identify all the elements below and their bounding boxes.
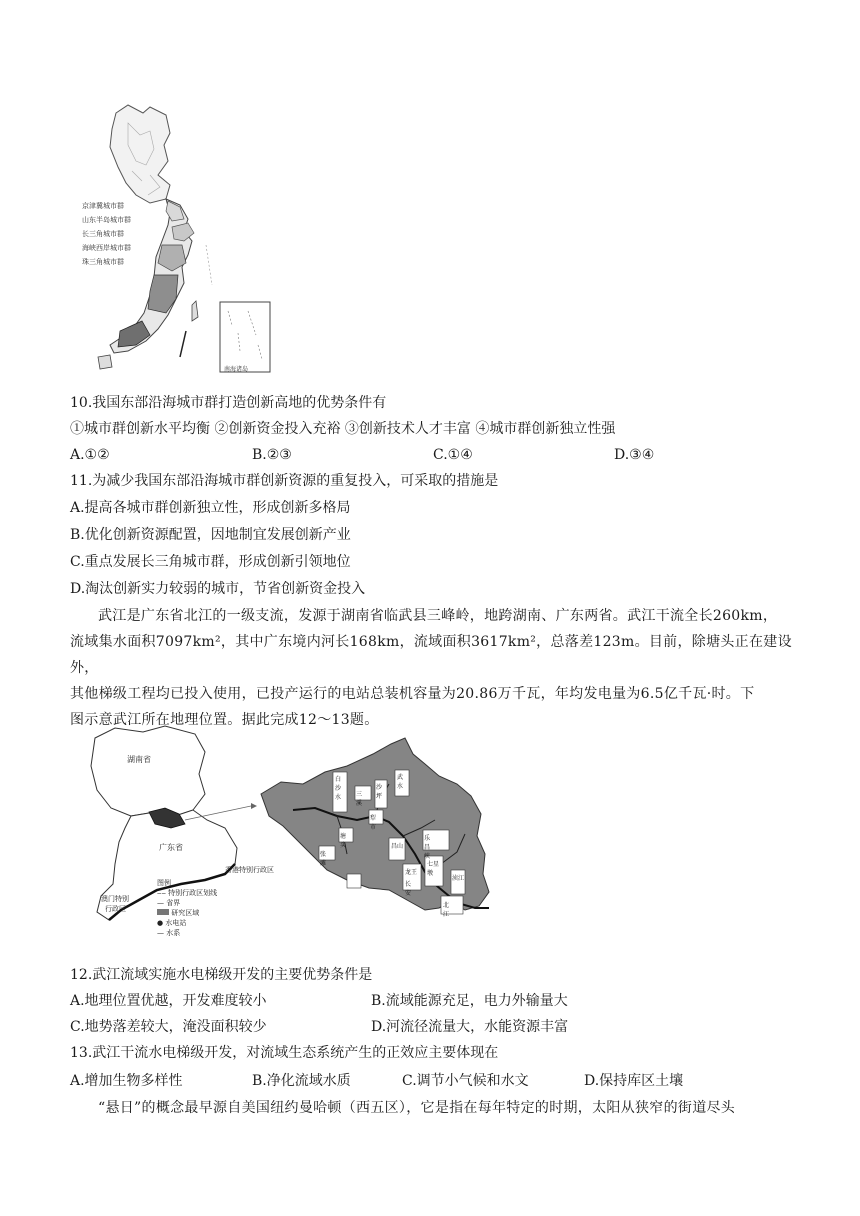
q11-option-d[interactable]: D.淘汰创新实力较弱的城市，节省创新资金投入 [70, 581, 366, 597]
map2-legend [157, 878, 217, 938]
legend-item: 京津冀城市群 [82, 202, 124, 210]
q13-option-c[interactable]: C.调节小气候和水文 [402, 1073, 529, 1089]
passage-line: 武江是广东省北江的一级支流，发源于湖南省临武县三峰岭，地跨湖南、广东两省。武江干流全长260km， [98, 608, 778, 624]
q12-option-a[interactable]: A.地理位置优越，开发难度较小 [70, 993, 267, 1009]
q13-option-d[interactable]: D.保持库区土壤 [584, 1073, 684, 1089]
station-label: 昌山 [391, 843, 404, 850]
label-hongkong: 香港特别行政区 [225, 866, 274, 874]
legend-title: 图例 [157, 879, 171, 887]
legend-item: — 省界 [157, 899, 181, 907]
q10-option-b[interactable]: B.②③ [252, 447, 292, 463]
station-label: 武水 [397, 774, 404, 790]
q11-option-c[interactable]: C.重点发展长三角城市群，形成创新引领地位 [70, 554, 351, 570]
station-label: 七星墩 [427, 861, 440, 877]
station-label: 白沙水 [335, 776, 342, 801]
label-hunan: 湖南省 [127, 755, 151, 764]
q12-option-c[interactable]: C.地势落差较大，淹没面积较少 [70, 1019, 267, 1035]
station-label: 犁市 [370, 815, 377, 831]
q10-stem: 10.我国东部沿海城市群打造创新高地的优势条件有 [70, 395, 387, 411]
passage [70, 603, 794, 733]
q13-stem: 13.武江干流水电梯级开发，对流域生态系统产生的正效应主要体现在 [70, 1045, 499, 1061]
legend-item: 珠三角城市群 [82, 258, 124, 266]
legend-item: ● 水电站 [157, 919, 187, 927]
q10-items: ①城市群创新水平均衡 ②创新资金投入充裕 ③创新技术人才丰富 ④城市群创新独立性强 [70, 421, 616, 437]
legend-item-label: 水系 [166, 929, 181, 937]
legend-item: 山东半岛城市群 [82, 216, 131, 224]
station-label: 三溪 [356, 791, 363, 807]
station-label: 塘头 [340, 833, 347, 849]
q12-option-d[interactable]: D.河流径流量大，水能资源丰富 [371, 1019, 569, 1035]
wujiang-map [85, 724, 505, 954]
passage-line: 图示意武江所在地理位置。据此完成12～13题。 [70, 712, 379, 728]
q10-option-d[interactable]: D.③④ [614, 447, 655, 463]
q11-stem: 11.为减少我国东部沿海城市群创新资源的重复投入，可采取的措施是 [70, 473, 499, 489]
q12-option-b[interactable]: B.流域能源充足，电力外输量大 [371, 993, 568, 1009]
q11-option-b[interactable]: B.优化创新资源配置，因地制宜发展创新产业 [70, 527, 351, 543]
label-macau-1: 澳门特别 [101, 895, 129, 903]
inset-label: 南海诸岛 [224, 366, 249, 373]
station-label: 北江 [443, 902, 450, 918]
station-label: 龙王 [405, 869, 418, 876]
label-macau-2: 行政区 [105, 905, 126, 913]
map1-legend [82, 199, 131, 269]
station-label: 长安 [405, 881, 412, 897]
passage-line: 流域集水面积7097km²，其中广东境内河长168km，流域面积3617km²，总落差123m。目前，除塘头正在建设外， [70, 634, 792, 676]
q13-option-a[interactable]: A.增加生物多样性 [70, 1073, 183, 1089]
q12-stem: 12.武江流域实施水电梯级开发的主要优势条件是 [70, 967, 373, 983]
label-guangdong: 广东省 [159, 843, 183, 852]
china-coastal-map [82, 95, 288, 380]
legend-item-label: 省界 [166, 899, 181, 907]
legend-item: — 水系 [157, 929, 181, 937]
q11-option-a[interactable]: A.提高各城市群创新独立性，形成创新多格局 [70, 500, 351, 516]
next-passage-line: “悬日”的概念最早源自美国纽约曼哈顿（西五区），它是指在每年特定的时期，太阳从狭窄的街道尽头 [98, 1100, 736, 1116]
legend-item: 长三角城市群 [82, 230, 124, 238]
q13-option-b[interactable]: B.净化流域水质 [252, 1073, 351, 1089]
legend-item-label: 特别行政区划线 [168, 889, 218, 897]
legend-item: 海峡西岸城市群 [82, 244, 131, 252]
legend-item: ‒‒ 特别行政区划线 [157, 889, 218, 897]
legend-item-label: 水电站 [165, 919, 187, 927]
legend-item [157, 908, 217, 918]
station-label: 浈江 [452, 875, 465, 882]
q10-option-c[interactable]: C.①④ [433, 447, 473, 463]
q10-option-a[interactable]: A.①② [70, 447, 110, 463]
passage-line: 其他梯级工程均已投入使用，已投产运行的电站总装机容量为20.86万千瓦，年均发电量为6.5亿千瓦·时。下 [70, 686, 755, 702]
station-label: 张滩 [320, 851, 327, 867]
legend-item-label: 研究区域 [171, 909, 200, 917]
station-label: 沙坪 [376, 784, 383, 800]
station-label: 乐昌峡 [424, 835, 431, 860]
